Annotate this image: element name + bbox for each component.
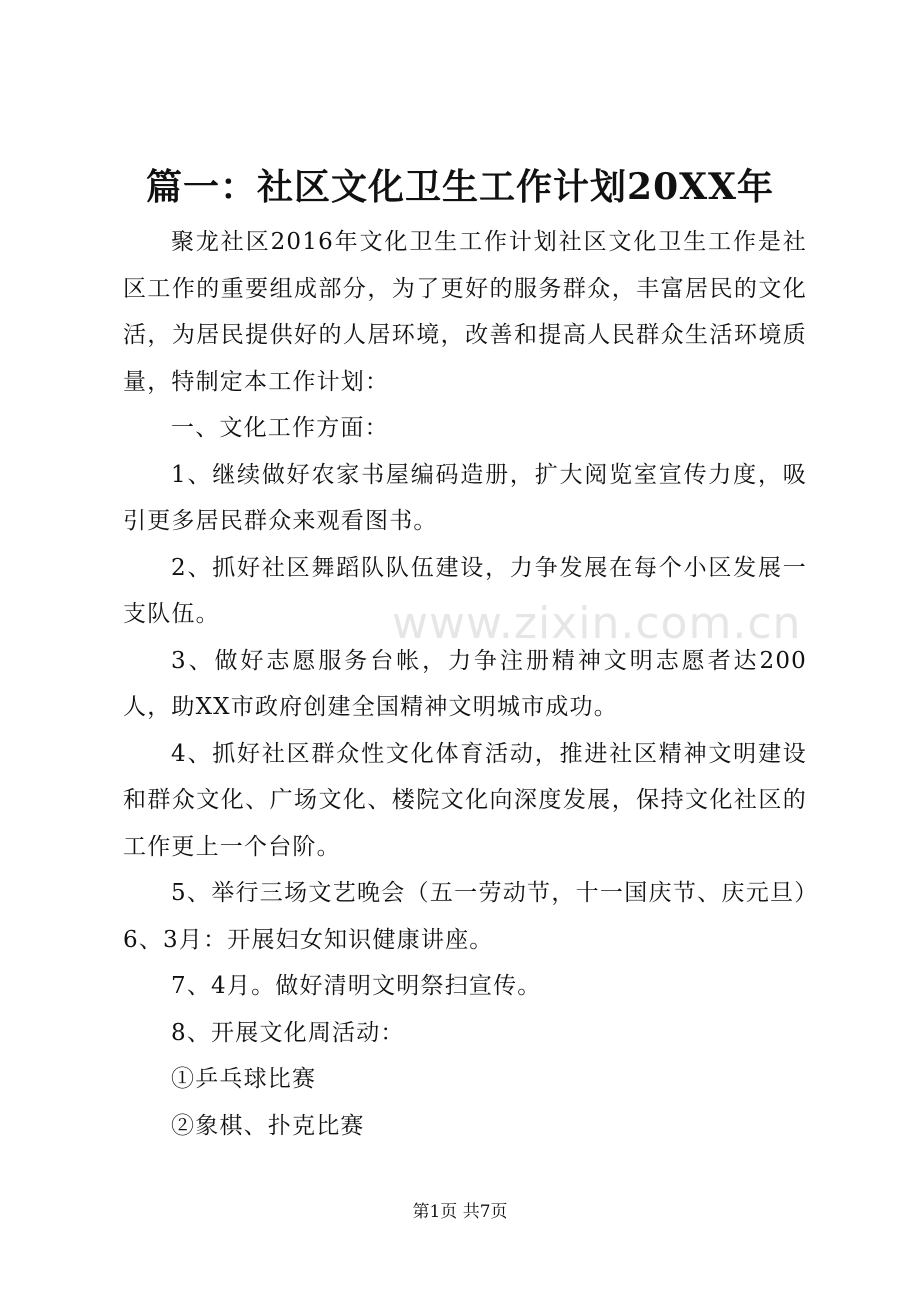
paragraph-item-2: 2、抓好社区舞蹈队队伍建设，力争发展在每个小区发展一支队伍。 [123, 554, 807, 627]
paragraph-item-4: 4、抓好社区群众性文化体育活动，推进社区精神文明建设和群众文化、广场文化、楼院文化向深度发展，保持文化社区的工作更上一个台阶。 [123, 740, 807, 860]
paragraph-subitem-2: ②象棋、扑克比赛 [171, 1112, 365, 1139]
paragraph-intro: 聚龙社区2016年文化卫生工作计划社区文化卫生工作是社区工作的重要组成部分，为了更好的服务群众，丰富居民的文化活，为居民提供好的人居环境，改善和提高人民群众生活环境质量，特制定本工作计划： [123, 229, 807, 395]
document-body [123, 219, 807, 1149]
paragraph-item-8: 8、开展文化周活动： [171, 1019, 405, 1046]
page-footer: 第1页 共7页 [412, 1202, 508, 1222]
watermark: www.zixin.com.cn [392, 598, 802, 649]
paragraph-item-3: 3、做好志愿服务台帐，力争注册精神文明志愿者达200人，助XX市政府创建全国精神文明城市成功。 [123, 647, 807, 720]
paragraph-item-7: 7、4月。做好清明文明祭扫宣传。 [171, 973, 542, 999]
paragraph-section-heading: 一、文化工作方面： [171, 415, 389, 441]
document-title: 篇一：社区文化卫生工作计划20XX年 [146, 166, 774, 208]
paragraph-item-1: 1、继续做好农家书屋编码造册，扩大阅览室宣传力度，吸引更多居民群众来观看图书。 [123, 461, 807, 534]
paragraph-item-5: 5、举行三场文艺晚会（五一劳动节，十一国庆节、庆元旦）6、3月：开展妇女知识健康讲座。 [123, 880, 807, 953]
paragraph-subitem-1: ①乒乓球比赛 [171, 1066, 317, 1092]
